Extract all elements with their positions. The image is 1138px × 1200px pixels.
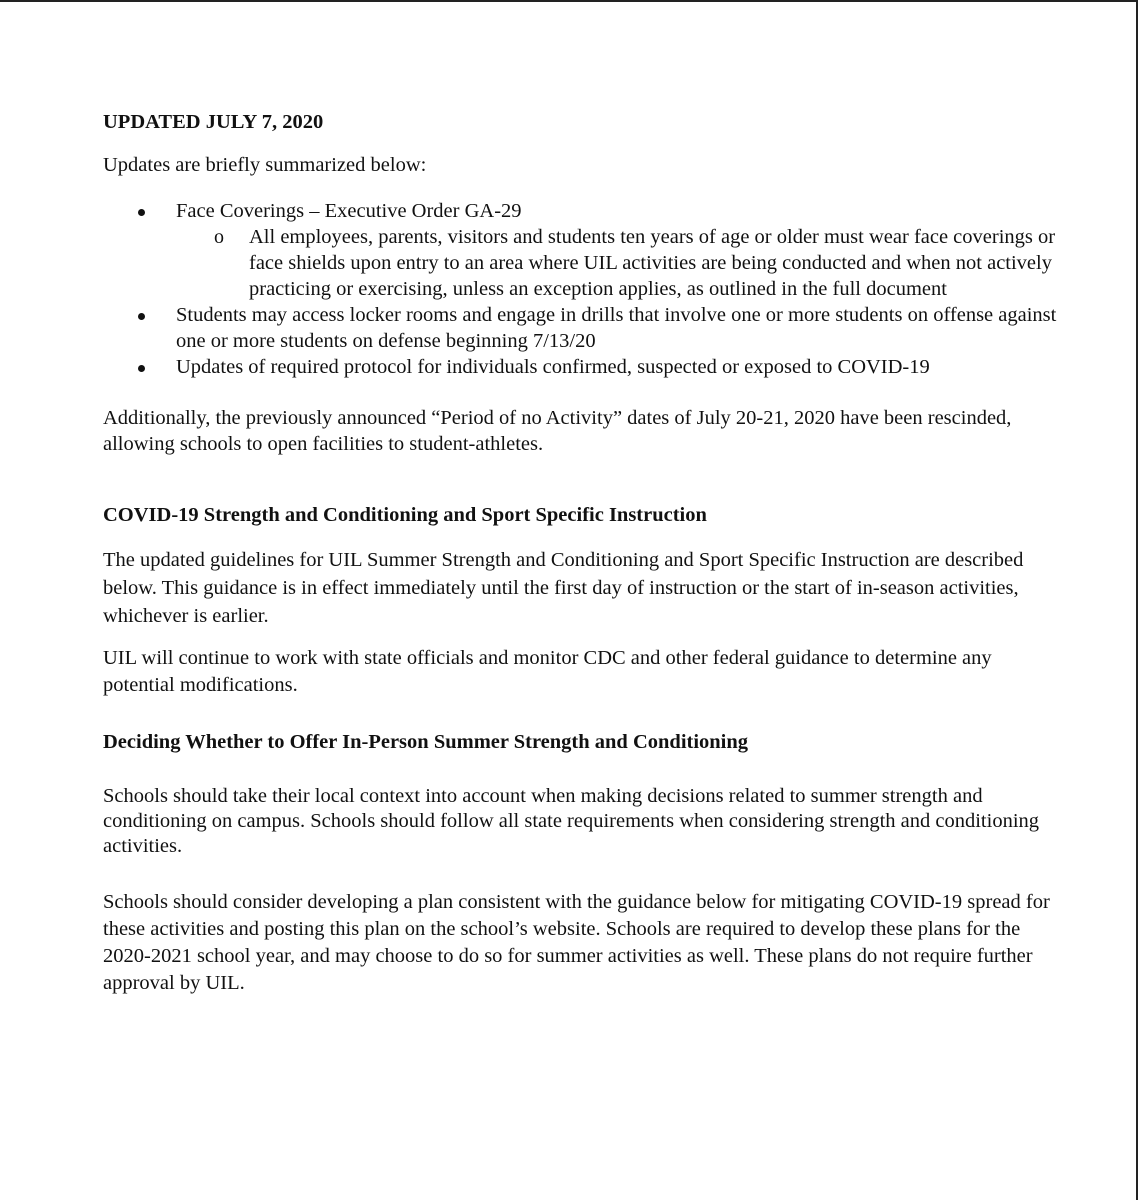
summary-intro: Updates are briefly summarized below: (103, 154, 427, 176)
list-item (103, 198, 1063, 302)
list-item (176, 224, 1063, 302)
face-covering-detail: All employees, parents, visitors and students ten years of age or older must wear face coverings or face shields upon entry to an area where UIL activities are being conducted and when not actively practicing or exercising, unless an exception applies, as outlined in the full document (249, 226, 1056, 300)
updates-list (103, 198, 1063, 380)
document-page (103, 109, 1063, 997)
update-date-heading: UPDATED JULY 7, 2020 (103, 111, 324, 133)
update-protocol: Updates of required protocol for individuals confirmed, suspected or exposed to COVID-19 (176, 356, 930, 378)
section-heading-deciding: Deciding Whether to Offer In-Person Summer Strength and Conditioning (103, 731, 749, 753)
list-item (103, 302, 1063, 354)
guidelines-paragraph: The updated guidelines for UIL Summer Strength and Conditioning and Sport Specific Instruction are described below. This guidance is in effect immediately until the first day of instruction or the start of in-season activities, whichever is earlier. (103, 549, 1024, 627)
local-context-paragraph: Schools should take their local context into account when making decisions related to summer strength and conditioning on campus. Schools should follow all state requirements when considering strength and conditioning activities. (103, 785, 1040, 857)
top-border (0, 0, 1138, 2)
circle-bullet-icon: o (214, 226, 224, 248)
plan-paragraph: Schools should consider developing a plan consistent with the guidance below for mitigating COVID-19 spread for these activities and posting this plan on the school’s website. Schools are required to develop these plans for the 2020-2021 school year, and may choose to do so for summer activities as well. These plans do not require further approval by UIL. (103, 891, 1050, 994)
list-item (103, 354, 1063, 380)
update-face-coverings: Face Coverings – Executive Order GA-29 (176, 200, 522, 222)
section-heading-strength-conditioning: COVID-19 Strength and Conditioning and Sport Specific Instruction (103, 504, 707, 526)
bullet-icon (138, 209, 145, 216)
bullet-icon (138, 365, 145, 372)
update-locker-rooms: Students may access locker rooms and engage in drills that involve one or more students on offense against one or more students on defense beginning 7/13/20 (176, 304, 1057, 352)
bullet-icon (138, 313, 145, 320)
additional-paragraph: Additionally, the previously announced “Period of no Activity” dates of July 20-21, 2020 have been rescinded, allowing schools to open facilities to student-athletes. (103, 407, 1012, 455)
monitor-paragraph: UIL will continue to work with state officials and monitor CDC and other federal guidance to determine any potential modifications. (103, 647, 992, 696)
sub-list (176, 224, 1063, 302)
